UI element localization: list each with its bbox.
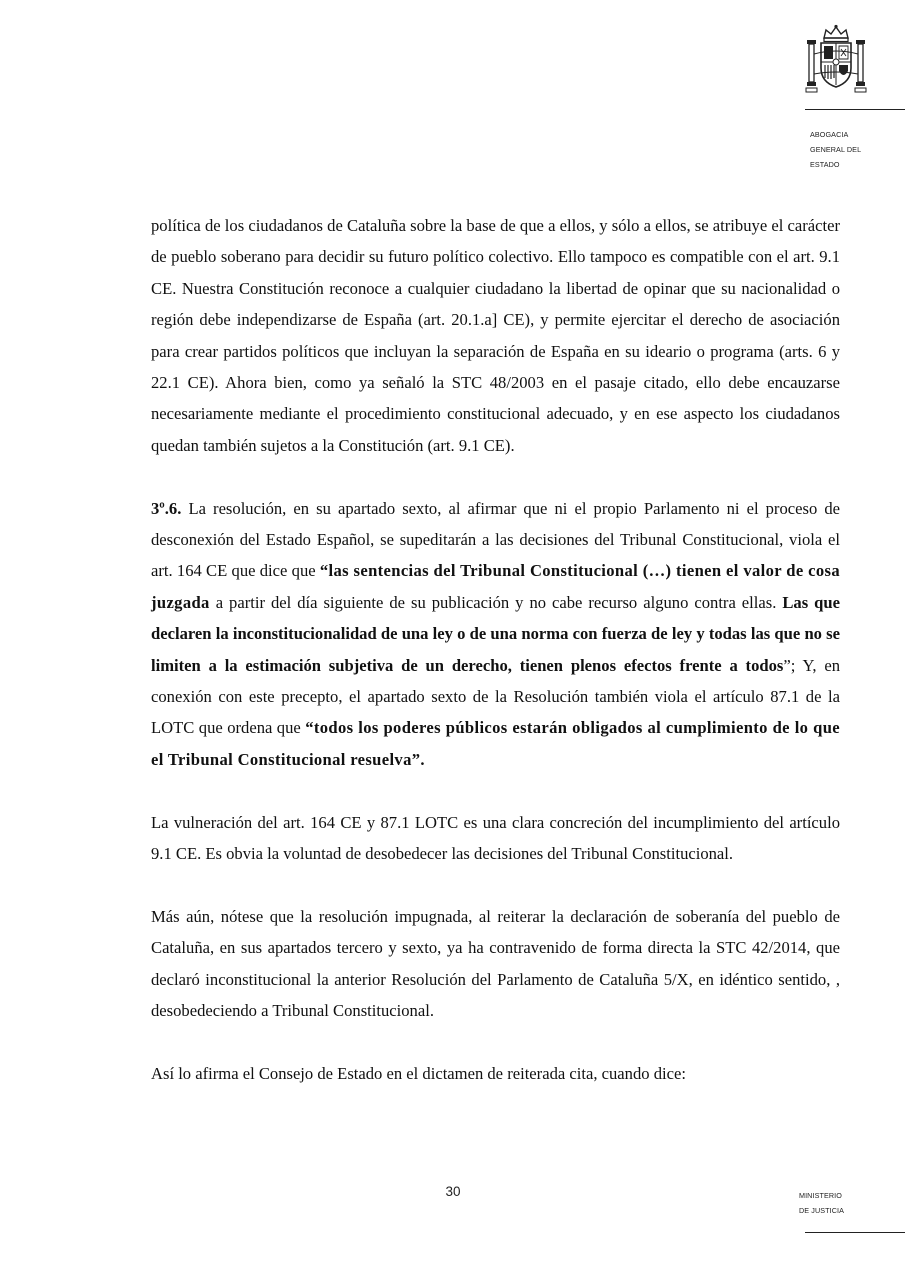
agency-line-1: ABOGACIA <box>810 130 849 139</box>
paragraph-2-text-2: a partir del día siguiente de su publicación y no cabe recurso alguno contra ellas. <box>209 592 783 612</box>
ministry-line-1: MINISTERIO <box>799 1191 842 1200</box>
paragraph-2-text-1: La resolución, en su apartado sexto, al afirmar que ni el propio Parlamento ni el proceso de desconexión del Estado Español, se supeditarán a las decisiones del Tribunal Constitucional, viola el art. 164 CE que dice que <box>151 498 840 581</box>
ministry-name <box>799 1188 844 1218</box>
quote-bold-1: “las sentencias del Tribunal Constitucional (…) tienen el valor de cosa juzgada <box>151 561 840 612</box>
ministry-line-2: DE JUSTICIA <box>799 1206 845 1215</box>
agency-name <box>810 127 861 172</box>
paragraph-3: La vulneración del art. 164 CE y 87.1 LOTC es una clara concreción del incumplimiento del artículo 9.1 CE. Es obvia la voluntad de desobedecer las decisiones del Tribunal Constitucional. <box>151 812 840 864</box>
paragraph-5: Así lo afirma el Consejo de Estado en el dictamen de reiterada cita, cuando dice: <box>151 1063 686 1083</box>
header-rule <box>805 109 905 110</box>
paragraph-1: política de los ciudadanos de Cataluña sobre la base de que a ellos, y sólo a ellos, se atribuye el carácter de pueblo soberano para decidir su futuro político colectivo. Ello tampoco es compatible con el art. 9.1 CE. Nuestra Constitución reconoce a cualquier ciudadano la libertad de opinar que su nacionalidad o región debe independizarse de España (art. 20.1.a] CE), y permite ejercitar el derecho de asociación para crear partidos políticos que incluyan la separación de España en su ideario o programa (arts. 6 y 22.1 CE). Ahora bien, como ya señaló la STC 48/2003 en el pasaje citado, ello debe encauzarse necesariamente mediante el procedimiento constitucional adecuado, y en ese aspecto los ciudadanos quedan también sujetos a la Constitución (art. 9.1 CE). <box>151 216 840 455</box>
agency-line-2: GENERAL DEL <box>810 145 862 154</box>
paragraph-2-text-3: ”; Y, en conexión con este precepto, el apartado sexto de la Resolución también viola el artículo 87.1 de la LOTC que ordena que <box>151 655 840 738</box>
section-heading: 3º.6. <box>151 498 182 518</box>
paragraph-4: Más aún, nótese que la resolución impugnada, al reiterar la declaración de soberanía del pueblo de Cataluña, en sus apartados tercero y sexto, ya ha contravenido de forma directa la STC 42/2014, que declaró inconstitucional la anterior Resolución del Parlamento de Cataluña 5/X, en idéntico sentido, , desobedeciendo a Tribunal Constitucional. <box>151 906 840 1021</box>
paragraph-2 <box>151 493 840 776</box>
footer-rule <box>805 1232 905 1233</box>
quote-bold-2: Las que declaren la inconstitucionalidad de una ley o de una norma con fuerza de ley y todas las que no se limiten a la estimación subjetiva de un derecho, tienen plenos efectos frente a todos <box>151 592 840 675</box>
quote-bold-3: “todos los poderes públicos estarán obligados al cumplimiento de lo que el Tribunal Constitucional resuelva”. <box>151 718 840 769</box>
document-body <box>151 210 840 1089</box>
agency-line-3: ESTADO <box>810 160 840 169</box>
spain-coat-of-arms-icon <box>804 24 868 96</box>
page-number: 30 <box>445 1184 461 1199</box>
